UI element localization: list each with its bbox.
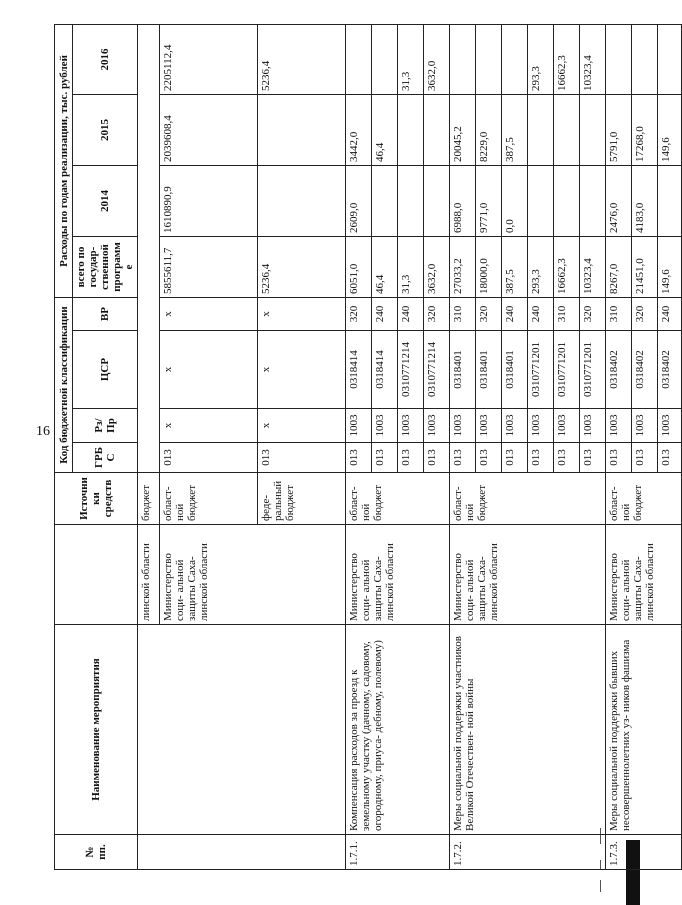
- row-executor: Министерство соци- альной защиты Саха- линской области: [450, 525, 606, 625]
- row-source: област- ной бюджет: [606, 473, 682, 525]
- row-grbs: 013: [476, 443, 502, 473]
- row-2015: 149,6: [658, 95, 682, 166]
- row-total: 6051,0: [346, 237, 372, 298]
- row-vr: х: [258, 298, 346, 331]
- row-name: Компенсация расходов за проезд к земельному участку (дачному, садовому, огородному, приуса- дебному, полевому): [346, 625, 450, 835]
- row-total: 27033,2: [450, 237, 476, 298]
- row-grbs: 013: [606, 443, 632, 473]
- rotated-table-wrapper: [54, 25, 672, 870]
- row-grbs: 013: [580, 443, 606, 473]
- row-rzpr: 1003: [476, 409, 502, 443]
- row-2016: [372, 24, 398, 94]
- table-row: [346, 24, 372, 869]
- row-name: Меры социальной поддержки участников Великой Отечествен- ной войны: [450, 625, 606, 835]
- row-2016: [476, 24, 502, 94]
- table-row: [138, 24, 160, 869]
- row-total: 16662,3: [554, 237, 580, 298]
- header-source: Источники средств: [55, 473, 138, 525]
- table-row: [606, 24, 632, 869]
- row-vr: 240: [528, 298, 554, 331]
- row-total: 21451,0: [632, 237, 658, 298]
- row-2015: [580, 95, 606, 166]
- row-2014: 2476,0: [606, 166, 632, 237]
- row-rzpr: 1003: [658, 409, 682, 443]
- row-source: област- ной бюджет: [450, 473, 606, 525]
- row-rzpr: х: [258, 409, 346, 443]
- row-total: 8267,0: [606, 237, 632, 298]
- row-2015: [528, 95, 554, 166]
- row-2016: 293,3: [528, 24, 554, 94]
- row-2015: [398, 95, 424, 166]
- row-csr: 0318402: [606, 331, 632, 409]
- row-csr: х: [258, 331, 346, 409]
- row-2016: [346, 24, 372, 94]
- row-grbs: 013: [658, 443, 682, 473]
- row-total: 46,4: [372, 237, 398, 298]
- row-csr: 0318401: [502, 331, 528, 409]
- row-csr: 0318414: [372, 331, 398, 409]
- row-rzpr: 1003: [424, 409, 450, 443]
- row-2014: 4183,0: [632, 166, 658, 237]
- row-name: [138, 625, 346, 835]
- row-total: 5236,4: [258, 237, 346, 298]
- row-csr: х: [160, 331, 258, 409]
- row-grbs: 013: [398, 443, 424, 473]
- row-source: бюджет: [138, 473, 160, 525]
- row-2014: [398, 166, 424, 237]
- row-rzpr: 1003: [580, 409, 606, 443]
- row-vr: 240: [658, 298, 682, 331]
- row-rzpr: 1003: [372, 409, 398, 443]
- row-2014: [658, 166, 682, 237]
- row-total: 293,3: [528, 237, 554, 298]
- row-empty-cells: [138, 24, 160, 472]
- header-csr: ЦСР: [73, 331, 138, 409]
- row-csr: 0318402: [658, 331, 682, 409]
- row-rzpr: 1003: [502, 409, 528, 443]
- row-name: Меры социальной поддержки бывших несовершеннолетних уз- ников фашизма: [606, 625, 682, 835]
- row-vr: 320: [476, 298, 502, 331]
- row-no: 1.7.2.: [450, 835, 606, 870]
- row-csr: 0318401: [450, 331, 476, 409]
- row-2016: 5236,4: [258, 24, 346, 94]
- row-total: 3632,0: [424, 237, 450, 298]
- row-source: област- ной бюджет: [160, 473, 258, 525]
- row-grbs: 013: [160, 443, 258, 473]
- row-executor: Министерство соци- альной защиты Саха- линской области: [160, 525, 346, 625]
- row-grbs: 013: [554, 443, 580, 473]
- row-no: [138, 835, 346, 870]
- row-rzpr: 1003: [450, 409, 476, 443]
- scan-artifact-line: [600, 880, 601, 892]
- row-2015: 20045,2: [450, 95, 476, 166]
- row-total: 149,6: [658, 237, 682, 298]
- budget-table: [54, 24, 682, 870]
- row-vr: 320: [580, 298, 606, 331]
- header-total: всего по государ- ственной программе: [73, 237, 138, 298]
- row-2014: 9771,0: [476, 166, 502, 237]
- row-no: 1.7.3.: [606, 835, 682, 870]
- header-executor: [55, 525, 138, 625]
- row-total: 31,3: [398, 237, 424, 298]
- row-executor: линской области: [138, 525, 160, 625]
- row-2015: 46,4: [372, 95, 398, 166]
- row-vr: 320: [346, 298, 372, 331]
- header-name: Наименование мероприятия: [55, 625, 138, 835]
- header-expenses: Расходы по годам реализации, тыс. рублей: [55, 24, 73, 297]
- row-grbs: 013: [424, 443, 450, 473]
- row-rzpr: х: [160, 409, 258, 443]
- row-2015: 8229,0: [476, 95, 502, 166]
- row-2016: 10323,4: [580, 24, 606, 94]
- row-executor: Министерство соци- альной защиты Саха- линской области: [606, 525, 682, 625]
- row-vr: 320: [632, 298, 658, 331]
- row-2014: [258, 166, 346, 237]
- row-grbs: 013: [372, 443, 398, 473]
- row-rzpr: 1003: [346, 409, 372, 443]
- row-vr: 320: [424, 298, 450, 331]
- row-total: 10323,4: [580, 237, 606, 298]
- row-vr: 310: [554, 298, 580, 331]
- header-rzpr: Рз/ Пр: [73, 409, 138, 443]
- row-2015: 17268,0: [632, 95, 658, 166]
- row-grbs: 013: [632, 443, 658, 473]
- row-2014: [580, 166, 606, 237]
- row-2016: 2205112,4: [160, 24, 258, 94]
- row-rzpr: 1003: [632, 409, 658, 443]
- row-executor: Министерство соци- альной защиты Саха- линской области: [346, 525, 450, 625]
- row-2014: [424, 166, 450, 237]
- row-2016: 16662,3: [554, 24, 580, 94]
- row-2016: [632, 24, 658, 94]
- row-2014: [372, 166, 398, 237]
- row-vr: 240: [372, 298, 398, 331]
- row-2015: 2039608,4: [160, 95, 258, 166]
- row-total: 5855611,7: [160, 237, 258, 298]
- row-grbs: 013: [502, 443, 528, 473]
- row-rzpr: 1003: [606, 409, 632, 443]
- row-grbs: 013: [528, 443, 554, 473]
- row-vr: х: [160, 298, 258, 331]
- row-rzpr: 1003: [398, 409, 424, 443]
- header-grbs: ГРБ С: [73, 443, 138, 473]
- header-vr: ВР: [73, 298, 138, 331]
- row-grbs: 013: [346, 443, 372, 473]
- row-2015: 3442,0: [346, 95, 372, 166]
- row-csr: 0318401: [476, 331, 502, 409]
- row-2016: [606, 24, 632, 94]
- row-2015: [258, 95, 346, 166]
- row-csr: 0318402: [632, 331, 658, 409]
- header-2015: 2015: [73, 95, 138, 166]
- page-number: 16: [36, 424, 50, 439]
- table-row: [450, 24, 476, 869]
- row-2015: [554, 95, 580, 166]
- row-csr: 0310771201: [528, 331, 554, 409]
- row-2014: 2609,0: [346, 166, 372, 237]
- row-2014: 6988,0: [450, 166, 476, 237]
- row-no: 1.7.1.: [346, 835, 450, 870]
- row-vr: 310: [450, 298, 476, 331]
- row-2015: 387,5: [502, 95, 528, 166]
- row-vr: 310: [606, 298, 632, 331]
- header-2014: 2014: [73, 166, 138, 237]
- row-source: феде- ральный бюджет: [258, 473, 346, 525]
- row-2015: [424, 95, 450, 166]
- header-row: [55, 24, 73, 869]
- row-grbs: 013: [258, 443, 346, 473]
- row-grbs: 013: [450, 443, 476, 473]
- row-csr: 0310771214: [398, 331, 424, 409]
- row-2014: 1610890,9: [160, 166, 258, 237]
- row-csr: 0310771214: [424, 331, 450, 409]
- row-total: 387,5: [502, 237, 528, 298]
- row-vr: 240: [502, 298, 528, 331]
- row-rzpr: 1003: [528, 409, 554, 443]
- row-csr: 0310771201: [580, 331, 606, 409]
- row-csr: 0318414: [346, 331, 372, 409]
- row-csr: 0310771201: [554, 331, 580, 409]
- row-2015: 5791,0: [606, 95, 632, 166]
- row-2014: [528, 166, 554, 237]
- row-2016: [658, 24, 682, 94]
- header-classification: Код бюджетной классификации: [55, 298, 73, 473]
- row-2016: [502, 24, 528, 94]
- row-source: област- ной бюджет: [346, 473, 450, 525]
- row-total: 18000,0: [476, 237, 502, 298]
- row-rzpr: 1003: [554, 409, 580, 443]
- header-no: № пп.: [55, 835, 138, 870]
- header-2016: 2016: [73, 24, 138, 94]
- row-2016: [450, 24, 476, 94]
- row-2014: 0,0: [502, 166, 528, 237]
- row-vr: 240: [398, 298, 424, 331]
- row-2016: 31,3: [398, 24, 424, 94]
- row-2014: [554, 166, 580, 237]
- row-2016: 3632,0: [424, 24, 450, 94]
